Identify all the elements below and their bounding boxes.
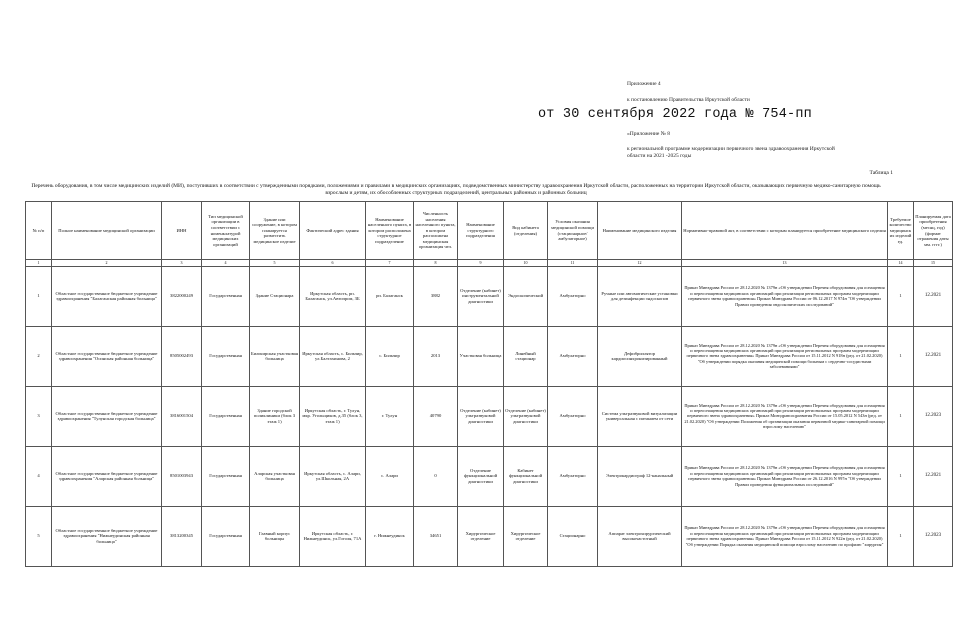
legal-act: Приказ Минздрава России от 28.12.2020 № 1379н «Об утверждении Перечня оборудования для оснащения и переоснащения медицинских организаций при реализации региональных программ модернизации первичного звена здравоохранения» Приказ Минздрава России от 15.11.2012 N 922н (ред. от 21.02.2020) "Об утверждении Порядка оказания медицинской помощи взрослому населению по профилю "хирургия" [682, 506, 888, 566]
row-number: 5 [26, 506, 52, 566]
building: Здание городской поликлиники (блок 3 этаж 1) [250, 386, 300, 446]
population: 40790 [414, 386, 458, 446]
row-number: 1 [26, 266, 52, 326]
locality: с. Алари [366, 446, 414, 506]
column-number: 3 [162, 260, 202, 267]
row-number: 3 [26, 386, 52, 446]
col-header: Требуемое количество медицинских изделий ед. [888, 202, 914, 260]
inn: 8501003943 [162, 446, 202, 506]
col-header: Нормативно-правовой акт, в соответствии с которым планируется приобретение медицинского изделия [682, 202, 888, 260]
column-number: 12 [598, 260, 682, 267]
column-number: 9 [458, 260, 504, 267]
table-row [26, 386, 953, 446]
address: Иркутская область, г. Нижнеудинск, ул.Гоголя, 71А [300, 506, 366, 566]
legal-act: Приказ Минздрава России от 28.12.2020 № 1379н «Об утверждении Перечня оборудования для оснащения и переоснащения медицинских организаций при реализации региональных программ модернизации первичного звена здравоохранения» Приказ Минздрава России от 06.12.2017 N 974н "Об утверждении Правил проведения эндоскопических исследований" [682, 266, 888, 326]
table-number: Таблица 1 [869, 170, 893, 176]
organization-type: Государственная [202, 266, 250, 326]
program-appendix-label: «Приложение № 8 [627, 131, 671, 137]
building: Бильчирская участковая больница [250, 326, 300, 386]
col-header: Наименование структурного подразделения [458, 202, 504, 260]
col-header: № п/п [26, 202, 52, 260]
structural-unit: Отделение функциональной диагностики [458, 446, 504, 506]
device-name: Система ультразвуковой визуализации универсальная с питанием от сети [598, 386, 682, 446]
appendix-label: Приложение 4 [627, 81, 661, 87]
device-name: Электрокардиограф 12-канальный [598, 446, 682, 506]
quantity: 1 [888, 386, 914, 446]
address: Иркутская область, с. Алари, ул.Школьная, 2А [300, 446, 366, 506]
row-number: 2 [26, 326, 52, 386]
locality: рп. Балаганск [366, 266, 414, 326]
organization-name: Областное государственное бюджетное учреждение здравоохранения "Нижнеудинская районная больница" [52, 506, 162, 566]
decree-reference: к постановлению Правительства Иркутской области [627, 97, 750, 103]
column-number: 1 [26, 260, 52, 267]
organization-type: Государственная [202, 446, 250, 506]
building: Аларская участковая больница [250, 446, 300, 506]
inn: 3822000249 [162, 266, 202, 326]
legal-act: Приказ Минздрава России от 28.12.2020 № 1379н «Об утверждении Перечня оборудования для оснащения и переоснащения медицинских организаций при реализации региональных программ модернизации первичного звена здравоохранения» Приказ Минздрава России от 26.12.2016 N 997н "Об утверждении Правил проведения функциональных исследований" [682, 446, 888, 506]
structural-unit: Хирургическое отделение [458, 506, 504, 566]
quantity: 1 [888, 326, 914, 386]
structural-unit: Отделение (кабинет) инструментальной диагностики [458, 266, 504, 326]
quantity: 1 [888, 506, 914, 566]
purchase-date: 12.2021 [914, 446, 953, 506]
organization-name: Областное государственное бюджетное учреждение здравоохранения "Балаганская районная больница" [52, 266, 162, 326]
building: Здание Стационара [250, 266, 300, 326]
organization-name: Областное государственное бюджетное учреждение здравоохранения "Аларская районная больница" [52, 446, 162, 506]
population: 2013 [414, 326, 458, 386]
cabinet-type: Кабинет функциональной диагностики [504, 446, 548, 506]
table-header-row [26, 202, 953, 260]
equipment-table [25, 201, 953, 567]
table-row [26, 446, 953, 506]
care-conditions: Стационарно [548, 506, 598, 566]
purchase-date: 12.2023 [914, 386, 953, 446]
locality: с. Бильчир [366, 326, 414, 386]
column-number: 10 [504, 260, 548, 267]
purchase-date: 12.2021 [914, 326, 953, 386]
address: Иркутская область, рп. Балаганск, ул.Автопром, 3Б [300, 266, 366, 326]
care-conditions: Амбулаторно [548, 446, 598, 506]
care-conditions: Амбулаторно [548, 326, 598, 386]
cabinet-type: Отделение (кабинет) ультразвуковой диагностики [504, 386, 548, 446]
decree-date: от 30 сентября 2022 года № 754-пп [538, 107, 812, 122]
table-row [26, 326, 953, 386]
column-number: 8 [414, 260, 458, 267]
col-header: Условия оказания медицинской помощи (стационарное/амбулаторное) [548, 202, 598, 260]
col-header: Фактический адрес здания [300, 202, 366, 260]
address: Иркутская область, г. Тулун, мкр. Угольщиков, д.35 (блок 3, этаж 1) [300, 386, 366, 446]
locality: г. Тулун [366, 386, 414, 446]
legal-act: Приказ Минздрава России от 28.12.2020 № 1379н «Об утверждении Перечня оборудования для оснащения и переоснащения медицинских организаций при реализации региональных программ модернизации первичного звена здравоохранения» Приказ Минздрава России от 15.11.2012 N 918н (ред. от 21.02.2020) "Об утверждении порядка оказания медицинской помощи больным с сердечно-сосудистыми заболеваниями" [682, 326, 888, 386]
col-header: Полное наименование медицинской организации [52, 202, 162, 260]
organization-type: Государственная [202, 506, 250, 566]
program-title: к региональной программе модернизации первичного звена здравоохранения Иркутской области на 2021 -2025 годы [627, 146, 835, 159]
column-number: 11 [548, 260, 598, 267]
organization-type: Государственная [202, 326, 250, 386]
organization-type: Государственная [202, 386, 250, 446]
structural-unit: Участковая больница [458, 326, 504, 386]
column-number: 2 [52, 260, 162, 267]
care-conditions: Амбулаторно [548, 386, 598, 446]
column-number: 15 [914, 260, 953, 267]
cabinet-type: Линейный стационар [504, 326, 548, 386]
population: 34651 [414, 506, 458, 566]
col-header: Численность населения населенного пункта, в котором расположена медицинская организация чел. [414, 202, 458, 260]
device-name: Дефибриллятор кардиосинхронизированный [598, 326, 682, 386]
col-header: Планируемая дата приобретения (месяц, год) (формат отражения даты мм. гггг.) [914, 202, 953, 260]
inn: 3813200345 [162, 506, 202, 566]
row-number: 4 [26, 446, 52, 506]
quantity: 1 [888, 446, 914, 506]
legal-act: Приказ Минздрава России от 28.12.2020 № 1379н «Об утверждении Перечня оборудования для оснащения и переоснащения медицинских организаций при реализации региональных программ модернизации первичного звена здравоохранения» Приказ Минздравсоцразвития России от 15.05.2012 N 543н (ред. от 21.02.2020) "Об утверждении Положения об организации оказания первичной медико-санитарной помощи взрослому населению" [682, 386, 888, 446]
device-name: Аппарат электрохирургический высокочастотный [598, 506, 682, 566]
population: 3882 [414, 266, 458, 326]
column-number: 5 [250, 260, 300, 267]
care-conditions: Амбулаторно [548, 266, 598, 326]
col-header: Наименование медицинского изделия [598, 202, 682, 260]
quantity: 1 [888, 266, 914, 326]
column-number: 7 [366, 260, 414, 267]
device-name: Ручные или автоматические установки для дезинфекции эндоскопов [598, 266, 682, 326]
col-header: Наименование населенного пункта, в котором расположена структурное подразделение [366, 202, 414, 260]
column-number: 4 [202, 260, 250, 267]
locality: г. Нижнеудинск [366, 506, 414, 566]
building: Главный корпус больницы [250, 506, 300, 566]
column-number: 14 [888, 260, 914, 267]
cabinet-type: Хирургическое отделение [504, 506, 548, 566]
column-number-row [26, 260, 953, 267]
table-row [26, 266, 953, 326]
inn: 3816001504 [162, 386, 202, 446]
organization-name: Областное государственное бюджетное учреждение здравоохранения "Осинская районная больница" [52, 326, 162, 386]
purchase-date: 12.2023 [914, 506, 953, 566]
population: 0 [414, 446, 458, 506]
column-number: 13 [682, 260, 888, 267]
col-header: Вид кабинета (отделения) [504, 202, 548, 260]
col-header: Здание или сооружение, в котором планируется разместить медицинское изделие [250, 202, 300, 260]
col-header: ИНН [162, 202, 202, 260]
structural-unit: Отделение (кабинет) ультразвуковой диагностики [458, 386, 504, 446]
address: Иркутская область, с. Бильчир, ул.Балтахинова, 2 [300, 326, 366, 386]
cabinet-type: Эндоскопический [504, 266, 548, 326]
column-number: 6 [300, 260, 366, 267]
purchase-date: 12.2021 [914, 266, 953, 326]
table-row [26, 506, 953, 566]
document-title: Перечень оборудования, в том числе медицинских изделий (МИ), поступивших в соответствии с утвержденными порядками, положениями и правилами в медицинских организациях, подведомственных министерству здравоохранения Иркутской области, расположенных на территории Иркутской области, оказывающих первичную медико-санитарную помощь взрослым и детям, их обособленных структурных подразделений, центральных районных и районных больниц [31, 183, 881, 196]
col-header: Тип медицинской организации в соответствии с номенклатурой медицинских организаций [202, 202, 250, 260]
inn: 8505002493 [162, 326, 202, 386]
organization-name: Областное государственное бюджетное учреждение здравоохранения "Тулунская городская больница" [52, 386, 162, 446]
